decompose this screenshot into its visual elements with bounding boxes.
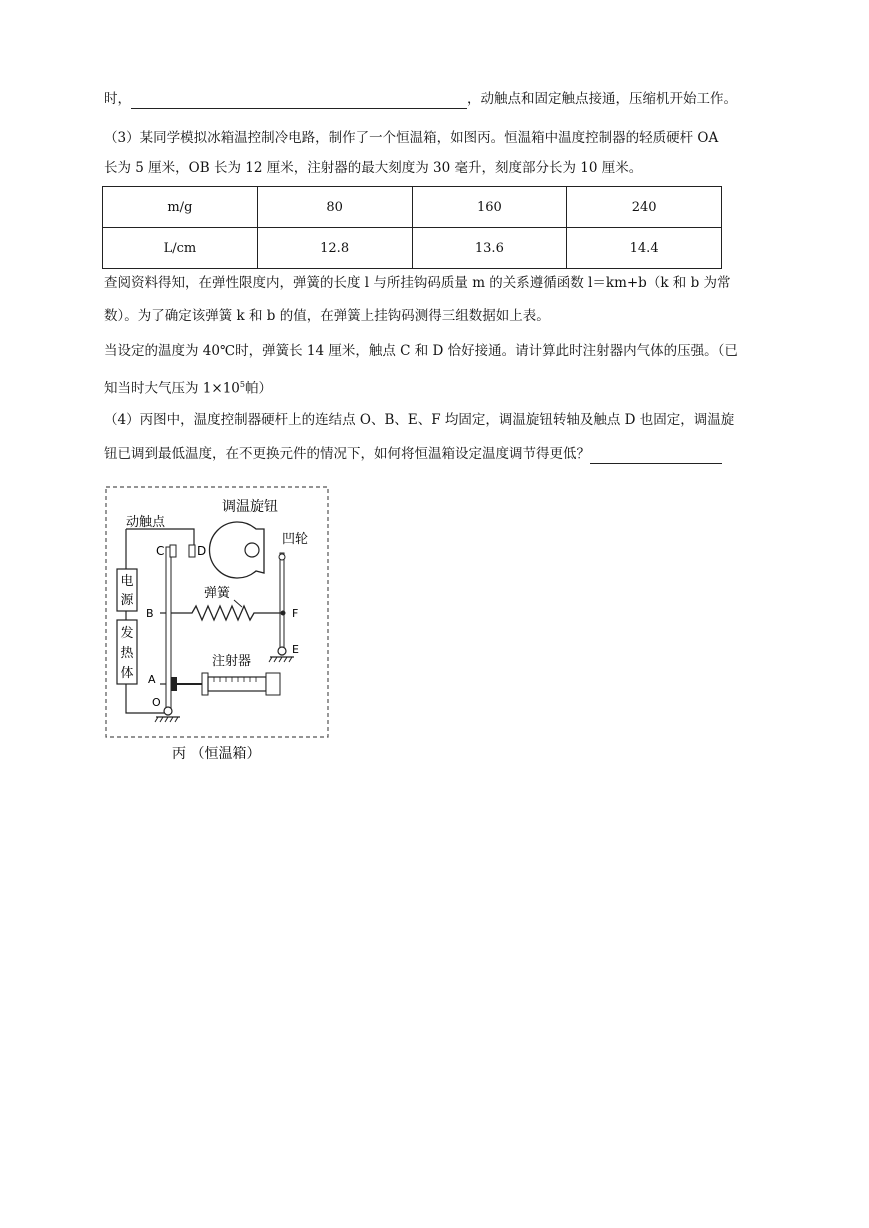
- cam-follower: [279, 554, 285, 560]
- label-c: C: [156, 544, 165, 558]
- table-cell: 240: [567, 187, 722, 228]
- label-cam: 凹轮: [282, 532, 309, 547]
- q4-line-1: （4）丙图中，温度控制器硬杆上的连结点 O、B、E、F 均固定，调温旋钮转轴及触点 D 也固定，调温旋: [104, 412, 735, 428]
- q3-para-4: [104, 375, 272, 399]
- q2-line: [104, 89, 737, 109]
- label-power-2: 源: [120, 593, 134, 608]
- ground-hatch-e: [269, 657, 292, 662]
- q3-intro-1: （3）某同学模拟冰箱温控制冷电路，制作了一个恒温箱，如图丙。恒温箱中温度控制器的轻质硬杆 OA: [104, 130, 719, 146]
- label-spring: 弹簧: [204, 586, 231, 601]
- contact-d: [189, 545, 195, 557]
- ground-hatch-o: [155, 717, 178, 722]
- label-b: B: [146, 607, 154, 620]
- plunger-head: [171, 677, 177, 691]
- label-power-1: 电: [120, 574, 134, 589]
- table-row: [103, 228, 722, 269]
- label-heater-2: 热: [120, 646, 134, 661]
- q2-answer-blank[interactable]: [131, 92, 467, 109]
- q3-exponent: 5: [239, 380, 245, 389]
- q3-para-1: 查阅资料得知，在弹性限度内，弹簧的长度 l 与所挂钩码质量 m 的关系遵循函数 l＝km+b（k 和 b 为常: [104, 275, 731, 291]
- label-e: E: [292, 643, 299, 656]
- contact-c: [170, 545, 176, 557]
- q3-para-4-a: 知当时大气压为 1×10: [104, 380, 240, 397]
- cam-axle: [245, 543, 259, 557]
- q4-line-2-text: 钮已调到最低温度，在不更换元件的情况下，如何将恒温箱设定温度调节得更低？: [104, 446, 590, 462]
- table-cell: 160: [412, 187, 567, 228]
- pivot-o: [164, 707, 172, 715]
- pivot-e: [278, 647, 286, 655]
- table-header-cell: L/cm: [103, 228, 258, 269]
- label-heater-3: 体: [120, 666, 134, 681]
- table-cell: 80: [257, 187, 412, 228]
- table-cell: 12.8: [257, 228, 412, 269]
- table-cell: 13.6: [412, 228, 567, 269]
- table-row: [103, 187, 722, 228]
- label-a: A: [148, 673, 156, 686]
- label-o: O: [152, 696, 161, 709]
- table-cell: 14.4: [567, 228, 722, 269]
- label-heater-1: 发: [120, 626, 134, 641]
- thermostat-figure: [104, 485, 332, 765]
- point-f: [281, 611, 286, 616]
- label-moving-contact: 动触点: [126, 515, 166, 530]
- figure-caption: 丙 （恒温箱）: [172, 746, 261, 762]
- q3-para-2: 数）。为了确定该弹簧 k 和 b 的值，在弹簧上挂钩码测得三组数据如上表。: [104, 308, 550, 324]
- table-header-cell: m/g: [103, 187, 258, 228]
- syringe-flange: [202, 673, 208, 695]
- label-knob: 调温旋钮: [222, 499, 278, 515]
- label-f: F: [292, 607, 299, 620]
- q2-suffix: ，动触点和固定触点接通，压缩机开始工作。: [467, 91, 737, 107]
- lever-rod: [166, 547, 171, 709]
- spring-data-table: [102, 186, 722, 269]
- q3-para-4-b: 帕）: [244, 380, 272, 397]
- q4-line-2: [104, 444, 722, 464]
- q3-intro-2: 长为 5 厘米，OB 长为 12 厘米，注射器的最大刻度为 30 毫升，刻度部分长为 10 厘米。: [104, 160, 643, 176]
- q3-para-3: 当设定的温度为 40℃时，弹簧长 14 厘米，触点 C 和 D 恰好接通。请计算此时注射器内气体的压强。（已: [104, 343, 738, 359]
- spring: [171, 606, 280, 620]
- syringe-clamp: [266, 673, 280, 695]
- spring-leader: [234, 600, 242, 607]
- q2-prefix: 时，: [104, 91, 131, 107]
- label-syringe: 注射器: [212, 654, 252, 669]
- rod-ef: [280, 553, 284, 649]
- q4-answer-blank[interactable]: [590, 447, 722, 464]
- label-d: D: [197, 544, 207, 558]
- syringe-barrel: [208, 677, 266, 691]
